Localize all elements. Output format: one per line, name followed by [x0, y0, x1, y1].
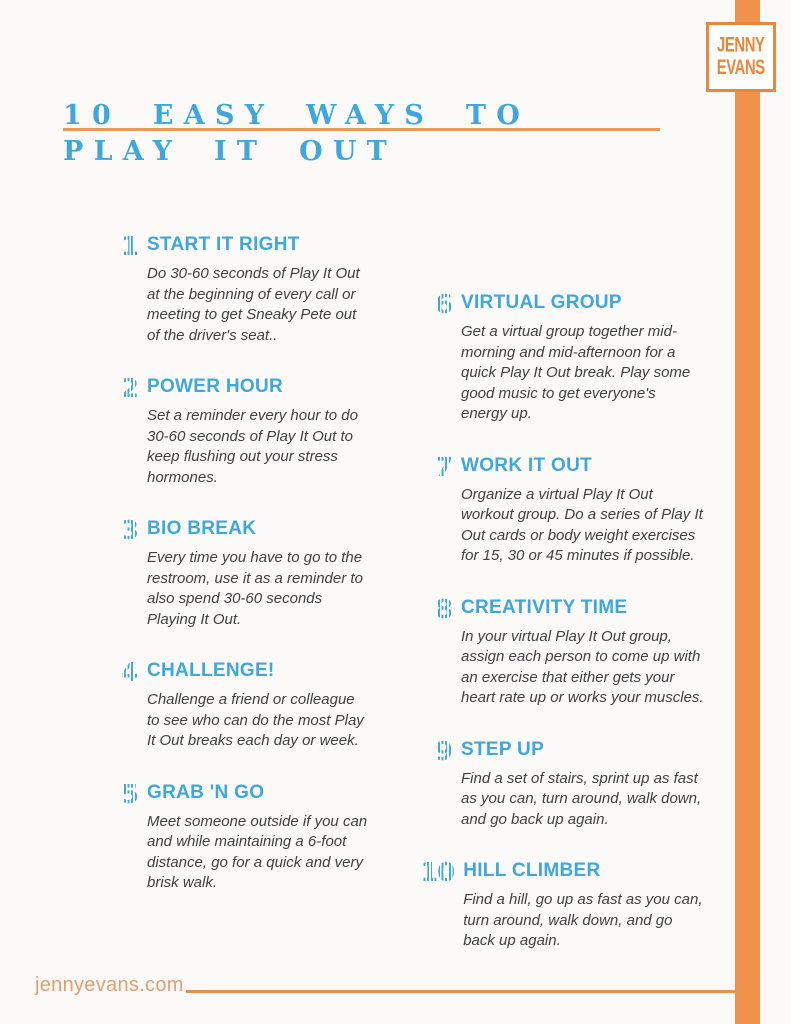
item-heading: POWER HOUR	[147, 376, 283, 397]
logo-line1: JENNY	[717, 33, 765, 57]
list-item-5	[106, 779, 368, 894]
item-body: In your virtual Play It Out group, assign each person to come up with an exercise that either gets your heart rate up or works your muscles.	[461, 627, 704, 706]
item-body: Do 30-60 seconds of Play It Out at the beginning of every call or meeting to get Sneaky Pete out of the driver's seat..	[147, 265, 360, 344]
list-item-8	[420, 596, 705, 709]
item-number: 8	[420, 596, 452, 709]
item-body: Get a virtual group together mid-morning and mid-afternoon for a quick Play It Out break. Play some good music to get everyone's energy up.	[461, 323, 691, 422]
item-body: Every time you have to go to the restroom, use it as a reminder to also spend 30-60 seconds Playing It Out.	[147, 549, 363, 628]
right-column	[420, 291, 705, 981]
list-item-6	[420, 291, 705, 425]
list-item-2	[106, 375, 364, 488]
item-number: 9	[420, 738, 452, 831]
item-body: Find a set of stairs, sprint up as fast as you can, turn around, walk down, and go back up again.	[461, 769, 702, 828]
logo-line2: EVANS	[716, 55, 766, 80]
item-heading: GRAB 'N GO	[147, 781, 265, 803]
page-title-line2: PLAY IT OUT	[63, 136, 398, 167]
item-heading: HILL CLIMBER	[463, 860, 601, 881]
item-body: Organize a virtual Play It Out workout group. Do a series of Play It Out cards or body weight exercises for 15, 30 or 45 minutes if possible.	[461, 485, 703, 564]
item-number: 4	[106, 659, 138, 752]
logo-text	[717, 35, 765, 80]
left-column	[106, 232, 368, 923]
website-url: jennyevans.com	[35, 974, 184, 996]
item-heading: WORK IT OUT	[461, 454, 593, 476]
item-number: 2	[106, 375, 138, 488]
list-item-1	[106, 233, 364, 346]
item-body: Find a hill, go up as fast as you can, turn around, walk down, and go back up again.	[463, 891, 703, 949]
item-number: 5	[106, 781, 138, 894]
item-body: Meet someone outside if you can and while maintaining a 6-foot distance, go for a quick and very brisk walk.	[147, 812, 368, 891]
item-number: 1	[106, 233, 138, 346]
item-heading: BIO BREAK	[147, 518, 257, 539]
list-item-7	[420, 454, 705, 567]
item-heading: STEP UP	[461, 738, 545, 760]
vertical-accent-stripe	[735, 0, 760, 1024]
item-body: Challenge a friend or colleague to see who can do the most Play It Out breaks each day or week.	[147, 691, 364, 749]
item-number: 3	[106, 517, 138, 630]
item-heading: CREATIVITY TIME	[461, 596, 628, 618]
item-number: 6	[420, 291, 452, 425]
item-heading: CHALLENGE!	[147, 660, 275, 681]
item-body: Set a reminder every hour to do 30-60 seconds of Play It Out to keep flushing out your stress hormones.	[147, 407, 358, 486]
item-heading: START IT RIGHT	[147, 234, 300, 255]
item-number: 7	[420, 454, 452, 567]
jenny-evans-logo	[706, 22, 776, 92]
item-heading: VIRTUAL GROUP	[461, 292, 622, 313]
list-item-10	[420, 859, 705, 952]
list-item-9	[420, 738, 705, 831]
page-title-line1: 10 EASY WAYS TO	[63, 100, 531, 131]
list-item-3	[106, 517, 364, 630]
item-number: 10	[420, 859, 454, 952]
list-item-4	[106, 659, 364, 752]
page-title	[63, 98, 530, 170]
footer-rule	[186, 990, 735, 993]
